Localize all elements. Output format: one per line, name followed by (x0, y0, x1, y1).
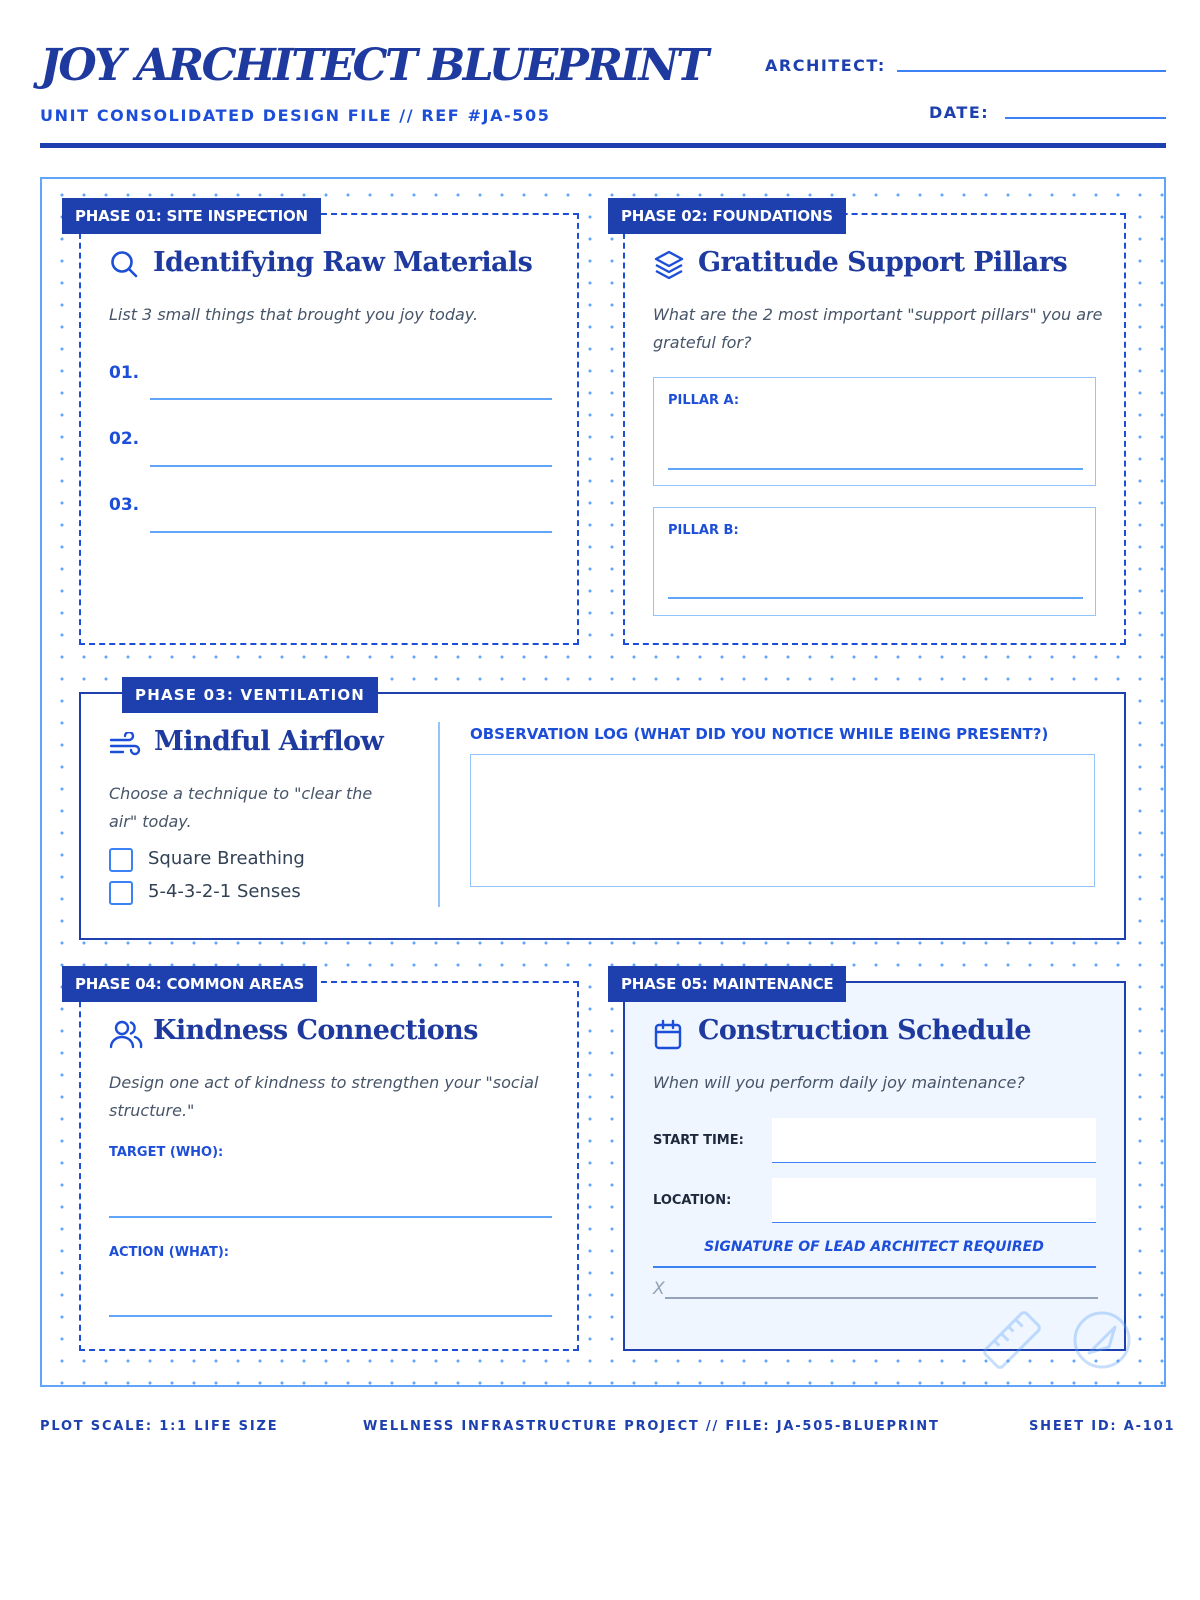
footer-project: WELLNESS INFRASTRUCTURE PROJECT // FILE: JA-505-BLUEPRINT (363, 1419, 940, 1434)
date-field[interactable] (1005, 117, 1166, 119)
phase4-hint: Design one act of kindness to strengthen your "social structure." (109, 1073, 539, 1120)
page-title: JOY ARCHITECT BLUEPRINT (40, 40, 707, 91)
phase1-panel (79, 213, 579, 645)
wind-icon (109, 732, 141, 764)
start-time-label: START TIME: (653, 1133, 744, 1148)
phase2-title: Gratitude Support Pillars (698, 247, 1068, 278)
phase5-panel (623, 981, 1126, 1351)
users-icon (109, 1019, 143, 1053)
header-rule (40, 143, 1166, 148)
observation-log-field[interactable] (470, 754, 1095, 887)
phase3-divider (438, 722, 440, 907)
phase3-panel (79, 692, 1126, 940)
target-field[interactable] (109, 1216, 552, 1218)
pillar-a-field[interactable] (668, 468, 1083, 470)
start-time-field[interactable] (772, 1118, 1096, 1163)
calendar-icon (653, 1019, 683, 1055)
joy-item-2-field[interactable] (150, 465, 552, 467)
ruler-icon (981, 1309, 1043, 1375)
joy-item-3-field[interactable] (150, 531, 552, 533)
phase1-title: Identifying Raw Materials (153, 247, 533, 278)
phase3-title: Mindful Airflow (154, 726, 384, 757)
pillar-a-label: PILLAR A: (668, 393, 740, 408)
joy-item-2-number: 02. (109, 429, 140, 449)
compass-icon (1071, 1309, 1133, 1375)
phase4-panel (79, 981, 579, 1351)
phase2-tag: PHASE 02: FOUNDATIONS (608, 198, 846, 234)
pillar-b-box[interactable] (653, 507, 1096, 616)
pillar-b-label: PILLAR B: (668, 523, 739, 538)
observation-log-label: OBSERVATION LOG (WHAT DID YOU NOTICE WHILE BEING PRESENT?) (470, 725, 1049, 743)
joy-item-1-field[interactable] (150, 398, 552, 400)
joy-item-3-number: 03. (109, 495, 140, 515)
signature-note-rule (653, 1266, 1096, 1268)
pillar-a-box[interactable] (653, 377, 1096, 486)
phase5-hint: When will you perform daily joy maintenance? (653, 1073, 1025, 1092)
phase3-hint: Choose a technique to "clear the air" today. (109, 784, 373, 831)
senses-label: 5-4-3-2-1 Senses (148, 881, 301, 902)
phase4-title: Kindness Connections (153, 1015, 478, 1046)
phase5-title: Construction Schedule (698, 1015, 1031, 1046)
square-breathing-label: Square Breathing (148, 848, 305, 869)
phase2-hint: What are the 2 most important "support pillars" you are grateful for? (653, 305, 1103, 352)
joy-item-1-number: 01. (109, 363, 140, 383)
phase5-tag: PHASE 05: MAINTENANCE (608, 966, 846, 1002)
layers-icon (653, 249, 685, 285)
signature-note: SIGNATURE OF LEAD ARCHITECT REQUIRED (704, 1239, 1044, 1255)
phase4-tag: PHASE 04: COMMON AREAS (62, 966, 317, 1002)
action-field[interactable] (109, 1315, 552, 1317)
search-icon (109, 249, 139, 283)
page-subtitle: UNIT CONSOLIDATED DESIGN FILE // REF #JA-505 (40, 106, 551, 125)
architect-label: ARCHITECT: (765, 56, 886, 75)
architect-field[interactable] (897, 70, 1166, 72)
date-label: DATE: (929, 103, 990, 122)
blueprint-sheet (40, 177, 1166, 1387)
target-label: TARGET (WHO): (109, 1145, 224, 1160)
pillar-b-field[interactable] (668, 597, 1083, 599)
footer-scale: PLOT SCALE: 1:1 LIFE SIZE (40, 1419, 279, 1434)
location-field[interactable] (772, 1178, 1096, 1223)
signature-field[interactable] (665, 1297, 1098, 1299)
square-breathing-checkbox[interactable] (109, 848, 133, 872)
phase1-hint: List 3 small things that brought you joy today. (109, 305, 479, 324)
phase1-tag: PHASE 01: SITE INSPECTION (62, 198, 321, 234)
phase3-tag: PHASE 03: VENTILATION (122, 677, 378, 713)
footer-sheet-id: SHEET ID: A-101 (1029, 1419, 1176, 1434)
phase2-panel (623, 213, 1126, 645)
location-label: LOCATION: (653, 1193, 732, 1208)
senses-checkbox[interactable] (109, 881, 133, 905)
signature-x: X (653, 1279, 665, 1299)
action-label: ACTION (WHAT): (109, 1245, 229, 1260)
